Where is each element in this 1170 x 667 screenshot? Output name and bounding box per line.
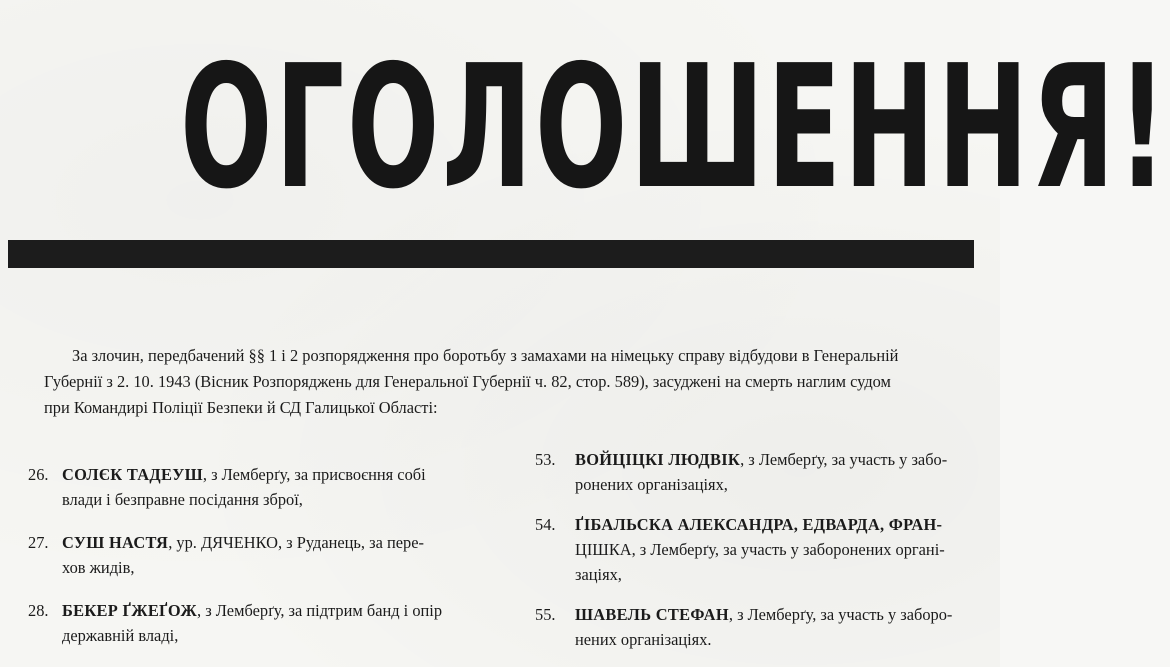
entry-text: , з Лемберґу, за підтрим банд і опір	[197, 601, 443, 620]
entry-number: 26.	[28, 465, 49, 484]
entry-name: БЕКЕР ҐЖЕҐОЖ	[62, 601, 198, 620]
intro-line: Губернії з 2. 10. 1943 (Вісник Розпоряджень для Генеральної Губернії ч. 82, стор. 589), засуджені на смерть наглим судом	[44, 372, 891, 391]
entry-line	[575, 602, 990, 627]
announcement-headline: ОГОЛОШЕННЯ!	[180, 29, 1170, 227]
entry-text: , ур. ДЯЧЕНКО, з Руданець, за пере-	[168, 533, 424, 552]
list-item	[535, 602, 990, 652]
entry-text: ронених організаціях,	[575, 475, 728, 494]
list-item	[535, 447, 990, 497]
entry-line	[62, 598, 498, 623]
entry-number: 54.	[535, 515, 556, 534]
entry-line	[575, 447, 990, 472]
entry-name: СУШ НАСТЯ	[62, 533, 169, 552]
intro-line: За злочин, передбачений §§ 1 і 2 розпорядження про боротьбу з замахами на німецьку справу відбудови в Генеральній	[72, 346, 899, 365]
entry-text: державній владі,	[62, 626, 179, 645]
entry-text: , з Лемберґу, за присвоєння собі	[202, 465, 426, 484]
entry-name: ҐІБАЛЬСКА АЛЕКСАНДРА, ЕДВАРДА, ФРАН-	[575, 515, 943, 534]
entry-line	[62, 530, 498, 555]
entry-name: ШАВЕЛЬ СТЕФАН	[575, 605, 729, 624]
entry-number: 28.	[28, 601, 49, 620]
sentenced-list-right	[535, 447, 990, 667]
entry-text: заціях,	[575, 565, 622, 584]
entry-line	[62, 462, 498, 487]
list-item	[28, 598, 498, 648]
list-item	[28, 462, 498, 512]
entry-text: нених організаціях.	[575, 630, 712, 649]
entry-text: хов жидів,	[62, 558, 135, 577]
entry-text: , з Лемберґу, за участь у забо-	[740, 450, 948, 469]
intro-paragraph	[44, 343, 984, 421]
sentenced-list-left	[28, 462, 498, 666]
entry-number: 55.	[535, 605, 556, 624]
intro-line: при Командирі Поліції Безпеки й СД Галицької Області:	[44, 398, 438, 417]
entry-text: ЦІШКА, з Лемберґу, за участь у заборонених органі-	[575, 540, 945, 559]
entry-line	[575, 512, 990, 537]
list-item	[28, 530, 498, 580]
entry-name: ВОЙЦІЦКІ ЛЮДВІК	[575, 450, 741, 469]
entry-text: влади і безправне посідання зброї,	[62, 490, 303, 509]
heavy-divider-rule	[8, 240, 974, 268]
entry-number: 53.	[535, 450, 556, 469]
entry-name: СОЛЄК ТАДЕУШ	[62, 465, 203, 484]
list-item	[535, 512, 990, 587]
entry-number: 27.	[28, 533, 49, 552]
entry-text: , з Лемберґу, за участь у заборо-	[728, 605, 953, 624]
